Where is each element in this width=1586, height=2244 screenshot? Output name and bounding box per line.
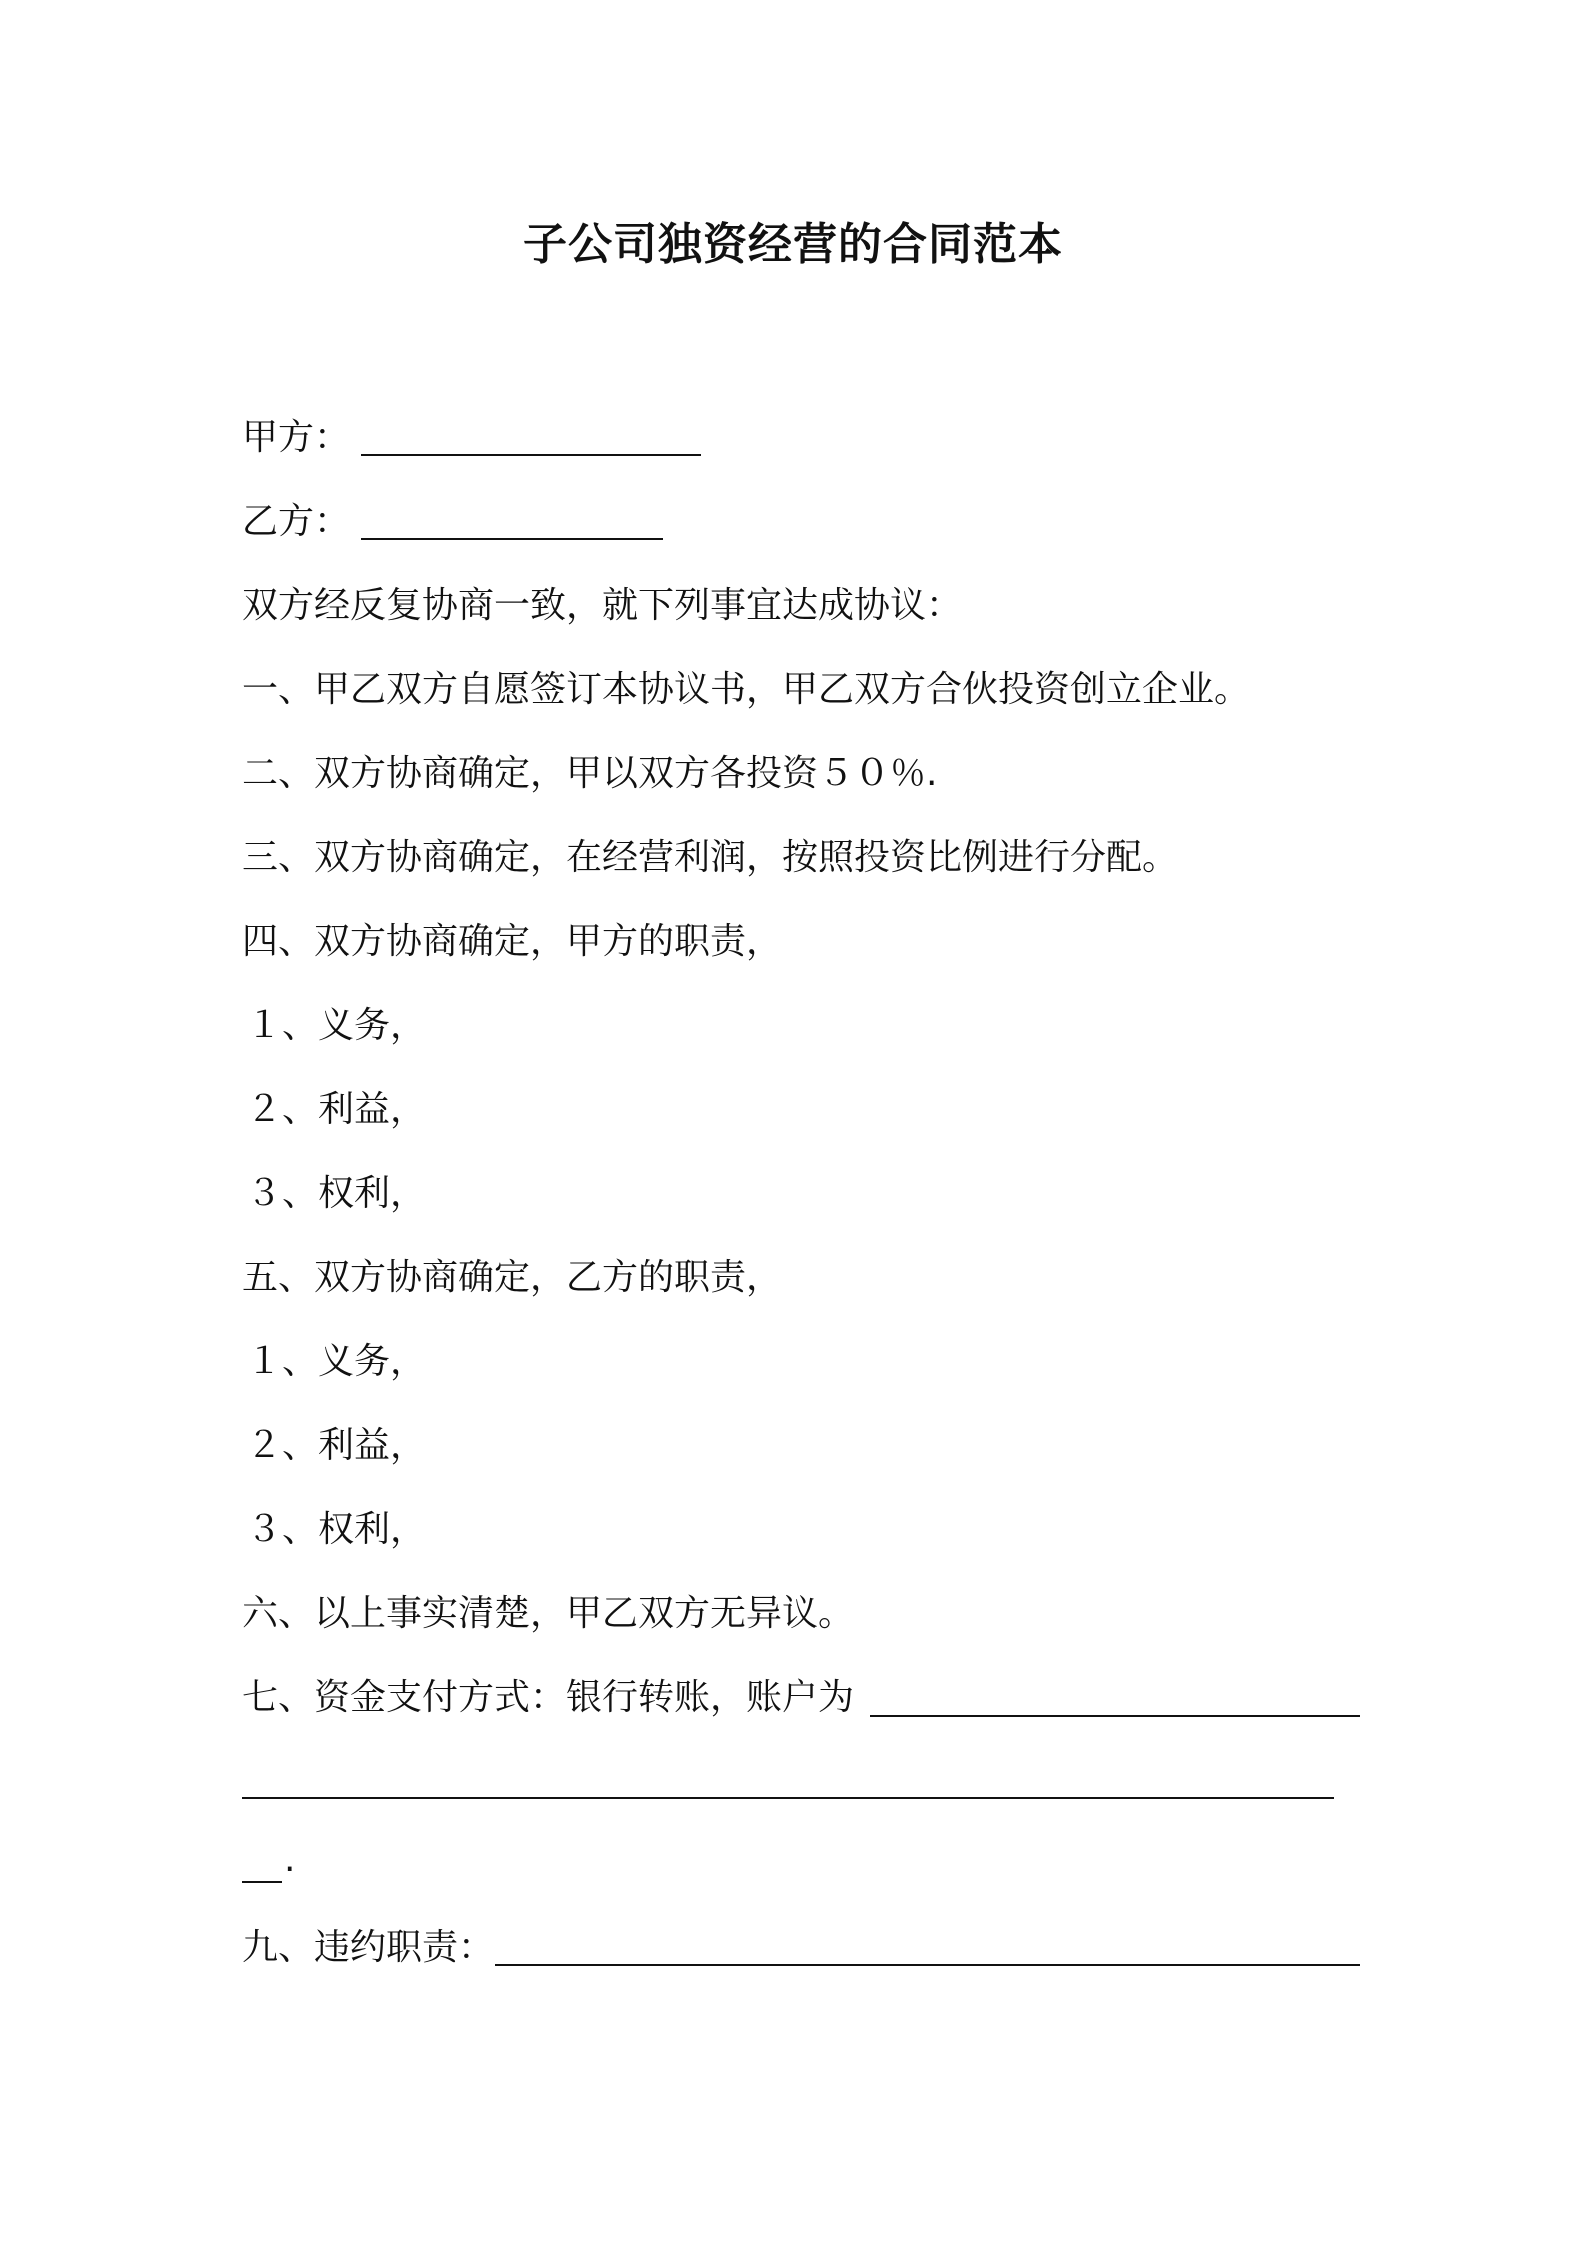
clause-3: 三、双方协商确定，在经营利润，按照投资比例进行分配。 [242,837,1179,878]
party-a-line [242,410,701,466]
clause-4-item-1: １、义务， [246,1005,427,1046]
clause-5-item-3: ３、权利， [246,1509,427,1550]
party-b-line [242,494,663,550]
clause-4-item-3: ３、权利， [246,1173,427,1214]
payment-account-blank-continued[interactable] [242,1797,1334,1799]
clause-1: 一、甲乙双方自愿签订本协议书，甲乙双方合伙投资创立企业。 [242,669,1251,710]
payment-account-blank[interactable] [870,1715,1360,1717]
clause-9-breach [242,1920,494,1976]
payment-account-blank-end[interactable] [242,1881,282,1883]
clause-4-item-2: ２、利益， [246,1089,427,1130]
party-b-label: 乙方： [242,501,351,542]
payment-end-period: . [284,1839,296,1880]
clause-6: 六、以上事实清楚，甲乙双方无异议。 [242,1593,855,1634]
clause-5: 五、双方协商确定，乙方的职责， [242,1257,783,1298]
clause-4: 四、双方协商确定，甲方的职责， [242,921,783,962]
clause-5-item-2: ２、利益， [246,1425,427,1466]
breach-blank[interactable] [495,1964,1360,1966]
clause-5-item-1: １、义务， [246,1341,427,1382]
party-a-label: 甲方： [242,417,351,458]
payment-label: 七、资金支付方式：银行转账，账户为 [242,1677,855,1718]
clause-7-payment [242,1670,854,1726]
document-title: 子公司独资经营的合同范本 [523,219,1063,270]
party-a-blank[interactable] [361,414,701,456]
party-b-blank[interactable] [361,498,663,540]
clause-2: 二、双方协商确定，甲以双方各投资５０％. [242,753,938,794]
intro-paragraph: 双方经反复协商一致，就下列事宜达成协议： [242,585,963,626]
breach-label: 九、违约职责： [242,1927,495,1968]
